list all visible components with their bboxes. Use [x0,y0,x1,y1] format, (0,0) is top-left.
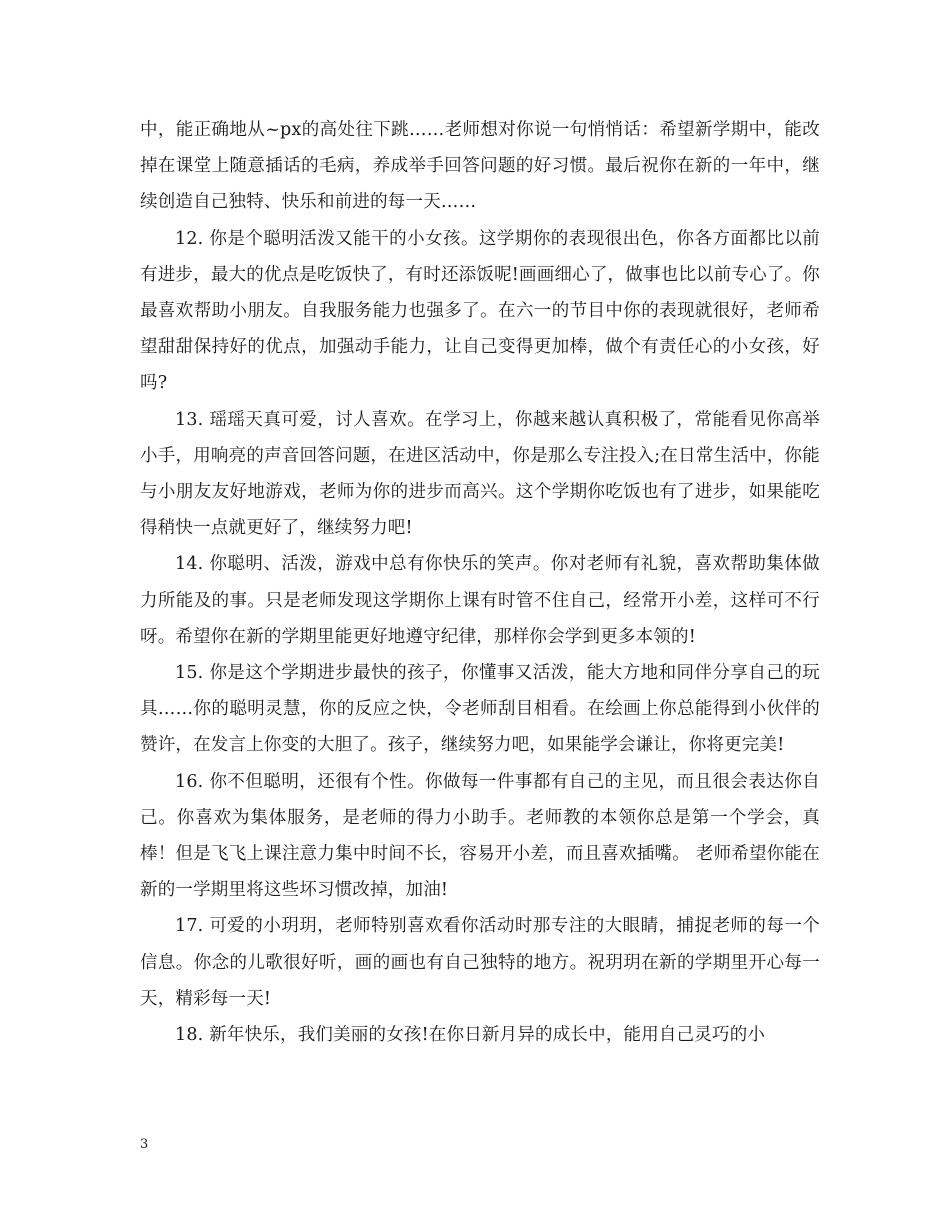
paragraph-item-14: 14. 你聪明、活泼，游戏中总有你快乐的笑声。你对老师有礼貌，喜欢帮助集体做力所能及的事。只是老师发现这学期你上课有时管不住自己，经常开小差，这样可不行呀。希望你在新的学期里能更好地遵守纪律，那样你会学到更多本领的! [140,554,820,647]
paragraph-item-16: 16. 你不但聪明，还很有个性。你做每一件事都有自己的主见，而且很会表达你自己。你喜欢为集体服务，是老师的得力小助手。老师教的本领你总是第一个学会，真棒！但是飞飞上课注意力集中时间不长，容易开小差，而且喜欢插嘴。 老师希望你能在新的一学期里将这些坏习惯改掉，加油! [140,771,820,901]
paragraph-item-13: 13. 瑶瑶天真可爱，讨人喜欢。在学习上，你越来越认真积极了，常能看见你高举小手，用响亮的声音回答问题，在进区活动中，你是那么专注投入;在日常生活中，你能与小朋友友好地游戏，老师为你的进步而高兴。这个学期你吃饭也有了进步，如果能吃得稍快一点就更好了，继续努力吧! [140,409,820,539]
paragraph-item-17: 17. 可爱的小玥玥，老师特别喜欢看你活动时那专注的大眼睛，捕捉老师的每一个信息。你念的儿歌很好听，画的画也有自己独特的地方。祝玥玥在新的学期里开心每一天，精彩每一天! [140,916,820,1009]
paragraph-item-15: 15. 你是这个学期进步最快的孩子，你懂事又活泼，能大方地和同伴分享自己的玩具……你的聪明灵慧，你的反应之快，令老师刮目相看。在绘画上你总能得到小伙伴的赞许，在发言上你变的大胆了。孩子，继续努力吧，如果能学会谦让，你将更完美! [140,663,820,756]
document-body [140,112,820,1053]
paragraph-item-12: 12. 你是个聪明活泼又能干的小女孩。这学期你的表现很出色，你各方面都比以前有进步，最大的优点是吃饭快了，有时还添饭呢!画画细心了，做事也比以前专心了。你最喜欢帮助小朋友。自我服务能力也强多了。在六一的节目中你的表现就很好，老师希望甜甜保持好的优点，加强动手能力，让自己变得更加棒，做个有责任心的小女孩，好吗? [140,228,820,394]
page-number: 3 [140,1137,149,1152]
paragraph-continuation: 中，能正确地从~px的高处往下跳……老师想对你说一句悄悄话：希望新学期中，能改掉在课堂上随意插话的毛病，养成举手回答问题的好习惯。最后祝你在新的一年中，继续创造自己独特、快乐和前进的每一天…… [140,120,820,213]
paragraph-item-18: 18. 新年快乐，我们美丽的女孩!在你日新月异的成长中，能用自己灵巧的小 [175,1025,766,1046]
